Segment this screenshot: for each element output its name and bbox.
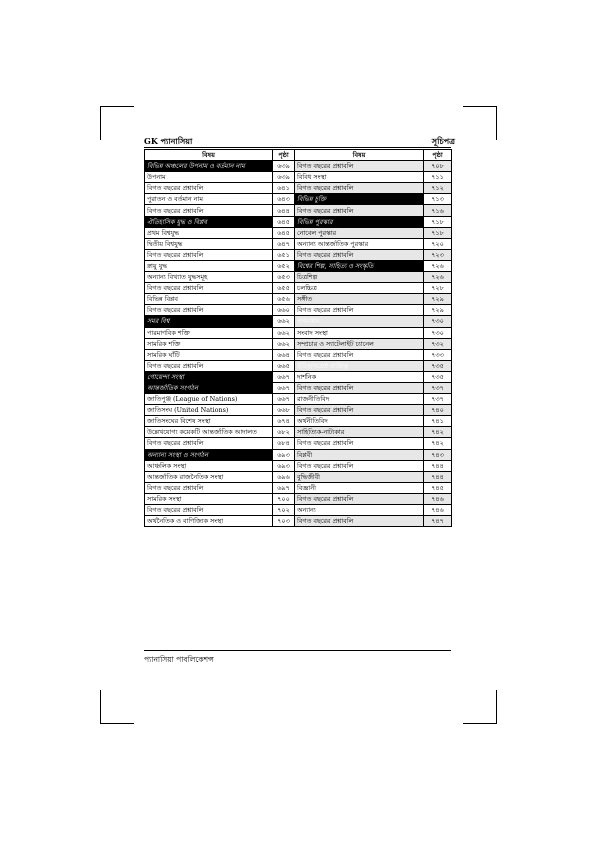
entry-page-left: ৬৩৯ bbox=[273, 172, 295, 183]
table-row bbox=[145, 416, 452, 427]
entry-topic-right: বিগত বছরের প্রশ্নাবলি bbox=[295, 460, 424, 471]
entry-topic-left: বিগত বছরের প্রশ্নাবলি bbox=[145, 482, 273, 493]
footer-publisher: প্যানাসিয়া পাবলিকেশন্স bbox=[144, 655, 214, 664]
column-header-topic: বিষয় bbox=[295, 150, 424, 161]
entry-topic-right: বিগত বছরের প্রশ্নাবলি bbox=[295, 305, 424, 316]
table-row bbox=[145, 471, 452, 482]
crop-mark bbox=[100, 723, 134, 724]
table-row bbox=[145, 216, 452, 227]
entry-page-right: ৭১৩ bbox=[424, 194, 452, 205]
entry-page-left: ৬৫২ bbox=[273, 260, 295, 271]
table-row bbox=[145, 460, 452, 471]
entry-page-right: ৭৪৭ bbox=[424, 516, 452, 527]
entry-topic-left: বিগত বছরের প্রশ্নাবলি bbox=[145, 205, 273, 216]
crop-mark bbox=[496, 690, 497, 724]
entry-topic-right: বিগত বছরের প্রশ্নাবলি bbox=[295, 382, 424, 393]
entry-topic-right: বুদ্ধিজীবী bbox=[295, 471, 424, 482]
entry-topic-left: বিগত বছরের প্রশ্নাবলি bbox=[145, 249, 273, 260]
table-row bbox=[145, 505, 452, 516]
entry-topic-right: বিপ্লবী bbox=[295, 449, 424, 460]
table-row bbox=[145, 227, 452, 238]
entry-page-left: ৬৬২ bbox=[273, 327, 295, 338]
crop-mark bbox=[100, 690, 101, 724]
entry-page-right: ৭৪০ bbox=[424, 405, 452, 416]
table-row bbox=[145, 427, 452, 438]
entry-page-right: ৭১৮ bbox=[424, 227, 452, 238]
contents-table bbox=[144, 149, 452, 527]
entry-page-left: ৬৪১ bbox=[273, 183, 295, 194]
entry-page-left: ৬৫৩ bbox=[273, 272, 295, 283]
entry-page-right: ৭২৬ bbox=[424, 260, 452, 271]
entry-page-right: ৭২৯ bbox=[424, 294, 452, 305]
entry-topic-left: স্নায়ু যুদ্ধ bbox=[145, 260, 273, 271]
entry-page-left: ৬৬৫ bbox=[273, 360, 295, 371]
entry-topic-left: আন্তর্জাতিক রাজনৈতিক সংস্থা bbox=[145, 471, 273, 482]
crop-mark bbox=[463, 106, 497, 107]
table-row bbox=[145, 249, 452, 260]
entry-page-left: ৬৫৫ bbox=[273, 283, 295, 294]
entry-topic-right: বিগত বছরের প্রশ্নাবলি bbox=[295, 516, 424, 527]
header-section-title: সূচিপত্র bbox=[431, 136, 455, 146]
entry-topic-left: অর্থনৈতিক ও বাণিজ্যিক সংস্থা bbox=[145, 516, 273, 527]
entry-topic-right: বিগত বছরের প্রশ্নাবলি bbox=[295, 183, 424, 194]
entry-page-right: ৭২৯ bbox=[424, 305, 452, 316]
entry-page-right: ৭৪৩ bbox=[424, 449, 452, 460]
header-book-title: GK প্যানাসিয়া bbox=[144, 136, 193, 146]
entry-page-right: ৭৪৫ bbox=[424, 482, 452, 493]
entry-page-left: ৬৬০ bbox=[273, 305, 295, 316]
entry-page-right: ৭২৬ bbox=[424, 272, 452, 283]
entry-page-right: ৭৪৪ bbox=[424, 471, 452, 482]
entry-page-right: ৭২৩ bbox=[424, 249, 452, 260]
entry-topic-left: অন্যান্য বিখ্যাত যুদ্ধসমূহ bbox=[145, 272, 273, 283]
entry-page-left: ৬৬২ bbox=[273, 338, 295, 349]
entry-topic-left: আন্তর্জাতিক সংগঠন bbox=[145, 382, 273, 393]
entry-page-left: ৬৬৭ bbox=[273, 382, 295, 393]
entry-page-left: ৭০৩ bbox=[273, 516, 295, 527]
footer-rule bbox=[144, 650, 451, 651]
entry-page-left: ৬৬৭ bbox=[273, 394, 295, 405]
entry-topic-left: প্রথম বিশ্বযুদ্ধ bbox=[145, 227, 273, 238]
entry-topic-right: বিগত বছরের প্রশ্নাবলি bbox=[295, 405, 424, 416]
entry-page-left: ৬৯৩ bbox=[273, 449, 295, 460]
entry-page-right: ৭২৮ bbox=[424, 283, 452, 294]
entry-topic-right: বিভিন্ন পুরস্কার bbox=[295, 216, 424, 227]
column-header-topic: বিষয় bbox=[145, 150, 273, 161]
entry-page-right: ৭০৮ bbox=[424, 161, 452, 172]
entry-topic-right: চিত্রশিল্প bbox=[295, 272, 424, 283]
entry-page-left: ৬৪৫ bbox=[273, 227, 295, 238]
entry-topic-left: বিগত বছরের প্রশ্নাবলি bbox=[145, 438, 273, 449]
entry-page-right: ৭৩৫ bbox=[424, 371, 452, 382]
table-row bbox=[145, 172, 452, 183]
entry-topic-left: বিভিন্ন বিপ্লব bbox=[145, 294, 273, 305]
entry-page-left: ৭০২ bbox=[273, 505, 295, 516]
entry-page-left: ৬৫৬ bbox=[273, 294, 295, 305]
contents-body bbox=[145, 161, 452, 527]
entry-topic-left: বিগত বছরের প্রশ্নাবলি bbox=[145, 360, 273, 371]
entry-topic-right: বিবিধ সংস্থা bbox=[295, 172, 424, 183]
entry-topic-left: বিগত বছরের প্রশ্নাবলি bbox=[145, 283, 273, 294]
table-row bbox=[145, 349, 452, 360]
entry-topic-right: বিভিন্ন চুক্তি bbox=[295, 194, 424, 205]
entry-topic-left: বিভিন্ন অঞ্চলের উপনাম ও বর্তমান নাম bbox=[145, 161, 273, 172]
entry-page-right: ৭১৬ bbox=[424, 205, 452, 216]
crop-mark bbox=[100, 106, 101, 140]
entry-page-right: ৭৩৫ bbox=[424, 360, 452, 371]
entry-topic-left: গোয়েন্দা সংস্থা bbox=[145, 371, 273, 382]
entry-topic-right: বিগত বছরের প্রশ্নাবলি bbox=[295, 249, 424, 260]
entry-topic-right: সাহিত্যিক-নাট্যকার bbox=[295, 427, 424, 438]
entry-topic-left: বিগত বছরের প্রশ্নাবলি bbox=[145, 183, 273, 194]
table-row bbox=[145, 272, 452, 283]
entry-topic-right: বিগত বছরের প্রশ্নাবলি bbox=[295, 161, 424, 172]
table-row bbox=[145, 394, 452, 405]
table-row bbox=[145, 161, 452, 172]
entry-page-left: ৬৪৫ bbox=[273, 216, 295, 227]
crop-mark bbox=[100, 106, 134, 107]
entry-page-right: ৭৩০ bbox=[424, 327, 452, 338]
entry-page-right: ৭৪২ bbox=[424, 427, 452, 438]
entry-page-right: ৭৪১ bbox=[424, 416, 452, 427]
entry-page-left: ৬৬৪ bbox=[273, 349, 295, 360]
entry-page-left: ৬৯৬ bbox=[273, 471, 295, 482]
entry-topic-left: সমর বিশ্ব bbox=[145, 316, 273, 327]
entry-topic-right: রাজনীতিবিদ bbox=[295, 394, 424, 405]
table-row bbox=[145, 283, 452, 294]
crop-mark bbox=[463, 723, 497, 724]
table-row bbox=[145, 294, 452, 305]
entry-page-left: ৬৫১ bbox=[273, 249, 295, 260]
entry-topic-right: ইতিহাসশ্রেষ্ঠ ব্যক্তিত্ব bbox=[295, 360, 424, 371]
entry-page-left: ৬৪৪ bbox=[273, 205, 295, 216]
entry-topic-right: অন্যান্য bbox=[295, 505, 424, 516]
entry-topic-left: বিগত বছরের প্রশ্নাবলি bbox=[145, 505, 273, 516]
table-row bbox=[145, 238, 452, 249]
entry-page-left: ৬৯৩ bbox=[273, 460, 295, 471]
entry-topic-right: বিগত বছরের প্রশ্নাবলি bbox=[295, 438, 424, 449]
entry-topic-left: পুরাতন ও বর্তমান নাম bbox=[145, 194, 273, 205]
entry-page-right: ৭৪৪ bbox=[424, 460, 452, 471]
entry-topic-left: পারমাণবিক শক্তি bbox=[145, 327, 273, 338]
entry-topic-left: জাতিসংঘ (United Nations) bbox=[145, 405, 273, 416]
entry-page-left: ৬৩৯ bbox=[273, 161, 295, 172]
entry-page-right: ৭১৮ bbox=[424, 216, 452, 227]
entry-topic-left: সামরিক শক্তি bbox=[145, 338, 273, 349]
entry-topic-right: দার্শনিক bbox=[295, 371, 424, 382]
entry-page-right: ৭৩৭ bbox=[424, 394, 452, 405]
entry-page-right: ৭৪২ bbox=[424, 438, 452, 449]
entry-page-left: ৬৮৪ bbox=[273, 438, 295, 449]
entry-page-right: ৭৩২ bbox=[424, 338, 452, 349]
entry-page-left: ৬৬২ bbox=[273, 316, 295, 327]
entry-page-right: ৭২০ bbox=[424, 238, 452, 249]
entry-topic-left: উল্লেখযোগ্য কয়েকটি আন্তর্জাতিক আদালত bbox=[145, 427, 273, 438]
entry-topic-left: আঞ্চলিক সংস্থা bbox=[145, 460, 273, 471]
table-row bbox=[145, 449, 452, 460]
entry-topic-left: অন্যান্য সংস্থা ও সংগঠন bbox=[145, 449, 273, 460]
column-header-page: পৃষ্ঠা bbox=[273, 150, 295, 161]
entry-topic-right: সম্প্রচার ও স্যাটেলাইট চ্যানেল bbox=[295, 338, 424, 349]
entry-page-left: ৬৬৮ bbox=[273, 405, 295, 416]
table-row bbox=[145, 493, 452, 504]
entry-topic-right: বিগত বছরের প্রশ্নাবলি bbox=[295, 493, 424, 504]
table-row bbox=[145, 338, 452, 349]
entry-topic-right: অর্থনীতিবিদ bbox=[295, 416, 424, 427]
table-row bbox=[145, 360, 452, 371]
table-row bbox=[145, 516, 452, 527]
entry-topic-left: উপনাম bbox=[145, 172, 273, 183]
entry-topic-left: জাতিসংঘের বিশেষ সংস্থা bbox=[145, 416, 273, 427]
table-row bbox=[145, 205, 452, 216]
table-row bbox=[145, 438, 452, 449]
table-row bbox=[145, 371, 452, 382]
entry-page-left: ৬৭৪ bbox=[273, 416, 295, 427]
header-rule bbox=[144, 147, 451, 148]
entry-page-left: ৬৯৭ bbox=[273, 482, 295, 493]
entry-topic-left: দ্বিতীয় বিশ্বযুদ্ধ bbox=[145, 238, 273, 249]
entry-page-left: ৬৬৭ bbox=[273, 371, 295, 382]
entry-page-left: ৬৪৩ bbox=[273, 194, 295, 205]
crop-mark bbox=[496, 106, 497, 140]
entry-topic-left: ঐতিহাসিক যুদ্ধ ও বিপ্লব bbox=[145, 216, 273, 227]
entry-topic-right: সংবাদ সংস্থা bbox=[295, 327, 424, 338]
entry-topic-right: বিজ্ঞানী bbox=[295, 482, 424, 493]
entry-page-left: ৬৪৭ bbox=[273, 238, 295, 249]
entry-topic-right: সঙ্গীত bbox=[295, 294, 424, 305]
entry-page-right: ৭৩৭ bbox=[424, 382, 452, 393]
table-row bbox=[145, 305, 452, 316]
entry-topic-right: অন্যান্য আন্তর্জাতিক পুরস্কার bbox=[295, 238, 424, 249]
contents-header-row bbox=[145, 150, 452, 161]
entry-topic-left: সামরিক সংস্থা bbox=[145, 493, 273, 504]
entry-topic-right: বিশ্বের শিল্প, সাহিত্য ও সংস্কৃতি bbox=[295, 260, 424, 271]
table-row bbox=[145, 260, 452, 271]
entry-topic-right: নোবেল পুরস্কার bbox=[295, 227, 424, 238]
entry-page-right: ৭৩৩ bbox=[424, 349, 452, 360]
table-row bbox=[145, 327, 452, 338]
entry-topic-left: সামরিক ঘাঁটি bbox=[145, 349, 273, 360]
entry-page-left: ৬৮২ bbox=[273, 427, 295, 438]
entry-page-right: ৭১১ bbox=[424, 172, 452, 183]
entry-page-left: ৭০০ bbox=[273, 493, 295, 504]
table-row bbox=[145, 482, 452, 493]
entry-topic-right: বিগত বছরের প্রশ্নাবলি bbox=[295, 205, 424, 216]
entry-topic-right: বিগত বছরের প্রশ্নাবলি bbox=[295, 349, 424, 360]
column-header-page: পৃষ্ঠা bbox=[424, 150, 452, 161]
entry-page-right: ৭৩০ bbox=[424, 316, 452, 327]
table-row bbox=[145, 183, 452, 194]
entry-topic-right: গণমাধ্যম bbox=[295, 316, 424, 327]
entry-topic-right: চলচ্চিত্র bbox=[295, 283, 424, 294]
entry-topic-left: বিগত বছরের প্রশ্নাবলি bbox=[145, 305, 273, 316]
table-row bbox=[145, 382, 452, 393]
table-row bbox=[145, 405, 452, 416]
table-row bbox=[145, 316, 452, 327]
entry-page-right: ৭৪৬ bbox=[424, 505, 452, 516]
table-row bbox=[145, 194, 452, 205]
entry-page-right: ৭১২ bbox=[424, 183, 452, 194]
entry-topic-left: জাতিপুঞ্জ (League of Nations) bbox=[145, 394, 273, 405]
entry-page-right: ৭৪৬ bbox=[424, 493, 452, 504]
